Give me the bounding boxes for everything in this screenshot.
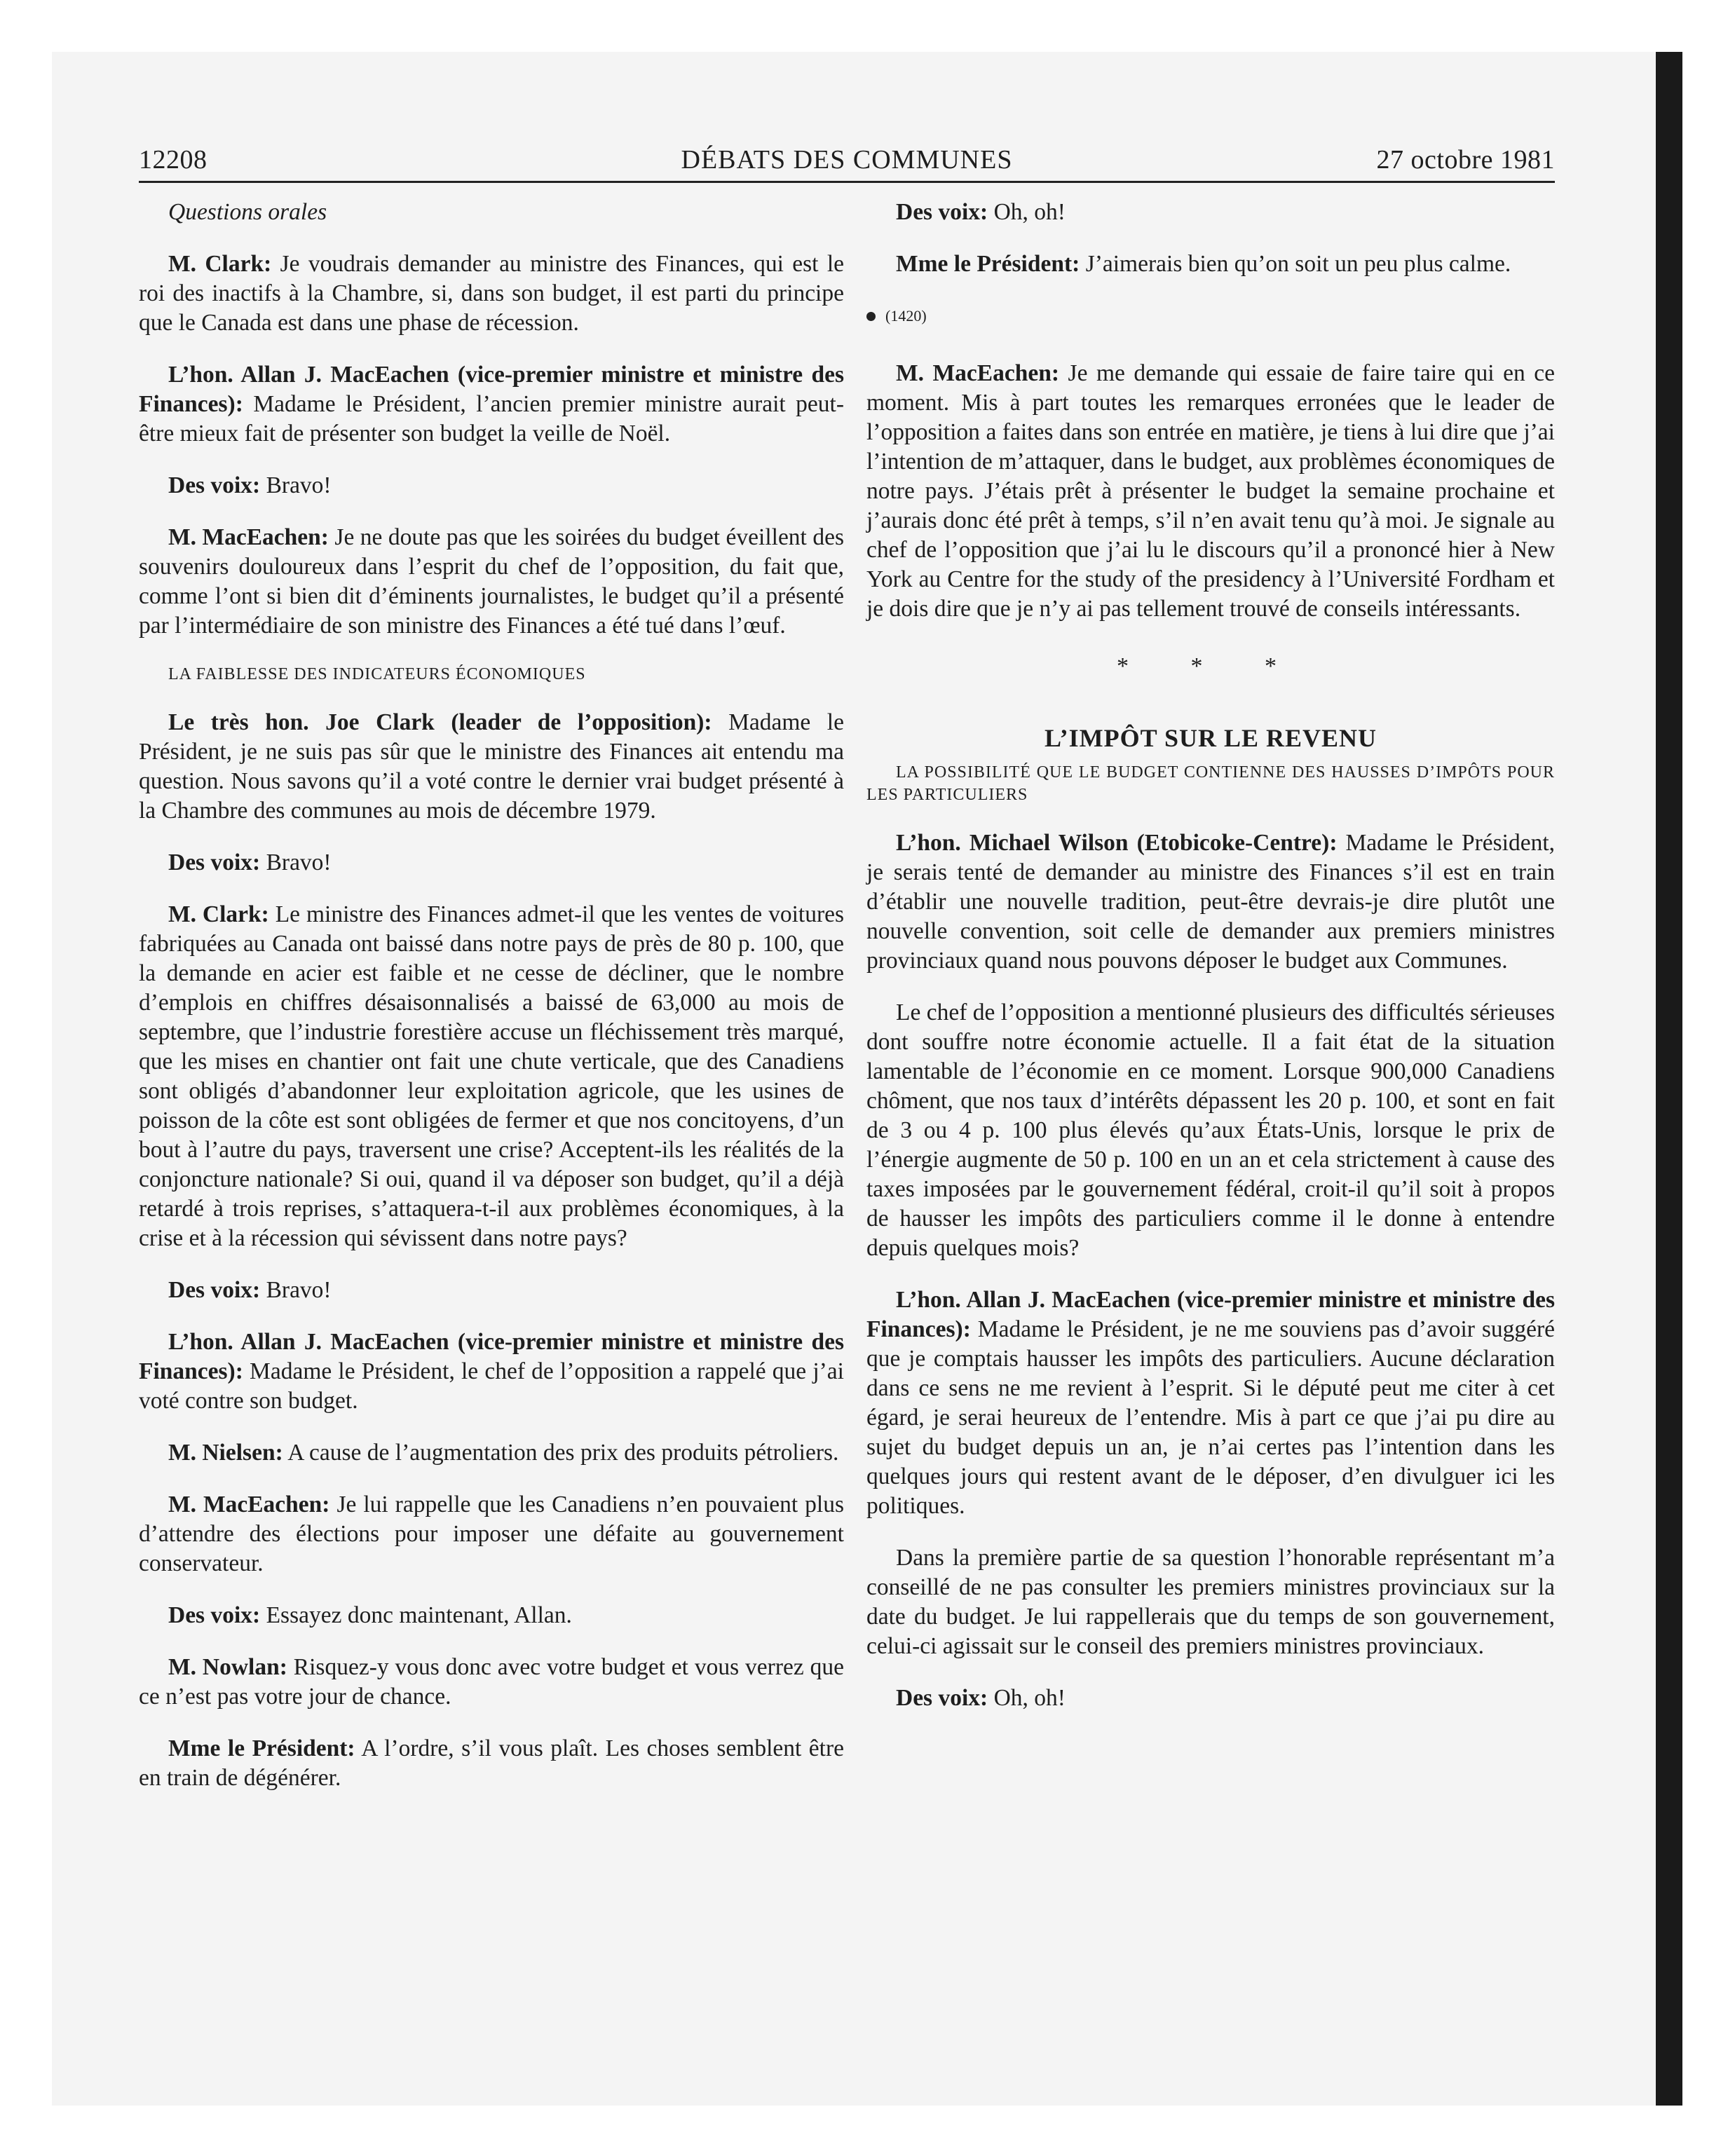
speech-paragraph [139, 900, 844, 1253]
time-marker-label: (1420) [885, 307, 927, 325]
speech-text: Je lui rappelle que les Canadiens n’en pouvaient plus d’attendre des élections pour imposer une défaite au gouvernement conservateur. [139, 1492, 845, 1576]
publication-title: DÉBATS DES COMMUNES [681, 145, 1013, 175]
speech-text: Bravo! [266, 1277, 332, 1303]
speech-text: Bravo! [266, 850, 332, 875]
speech-paragraph [139, 250, 844, 338]
speaker: L’hon. Michael Wilson (Etobicoke-Centre): [896, 830, 1338, 856]
speech-text: Essayez donc maintenant, Allan. [266, 1602, 572, 1628]
speaker: Des voix: [168, 1277, 261, 1303]
speech-paragraph [139, 1601, 844, 1630]
section-title: Questions orales [168, 199, 327, 225]
speech-text: Oh, oh! [993, 1685, 1066, 1711]
speech-paragraph [866, 198, 1555, 227]
speech-paragraph [866, 998, 1555, 1263]
speaker: M. Nowlan: [168, 1654, 287, 1680]
speech-paragraph [866, 1285, 1555, 1521]
speaker: M. MacEachen: [896, 360, 1060, 386]
speech-paragraph [139, 523, 844, 641]
speaker: M. Clark: [168, 251, 272, 277]
speaker: Des voix: [168, 472, 261, 498]
speech-text: Madame le Président, l’ancien premier ministre aurait peut-être mieux fait de présenter son budget la veille de Noël. [139, 391, 845, 446]
section-heading: L’IMPÔT SUR LE REVENU [1044, 724, 1377, 752]
speech-text: J’aimerais bien qu’on soit un peu plus calme. [1085, 251, 1511, 277]
speaker: L’hon. Allan J. MacEachen (vice-premier ministre et ministre des Finances): [866, 1287, 1555, 1342]
left-column [139, 198, 844, 1815]
speaker: L’hon. Allan J. MacEachen (vice-premier ministre et ministre des Finances): [139, 1329, 844, 1384]
speech-text: Oh, oh! [993, 199, 1066, 225]
speaker: M. MacEachen: [168, 1492, 330, 1517]
section-subheading: LA POSSIBILITÉ QUE LE BUDGET CONTIENNE DES HAUSSES D’IMPÔTS POUR LES PARTICULIERS [866, 763, 1555, 804]
speech-paragraph [139, 1328, 844, 1416]
speech-text: Le chef de l’opposition a mentionné plusieurs des difficultés sérieuses dont souffre notre économie actuelle. Il a fait état de la situation lamentable de l’économie en ce moment. Lorsque 900,000 Canadiens chôment, que nos taux d’intérêts dépassent les 20 p. 100, et sont en fait de 3 ou 4 p. 100 plus élevés qu’aux États-Unis, lorsque le prix de l’énergie augmente de 50 p. 100 en un an et cela strictement à cause des taxes imposées par le gouvernement fédéral, croit-il qu’il soit à propos de hausser les impôts des particuliers comme il le donne à entendre depuis quelques mois? [866, 999, 1555, 1261]
speech-text: A l’ordre, s’il vous plaît. Les choses semblent être en train de dégénérer. [139, 1735, 845, 1791]
speech-text: Je me demande qui essaie de faire taire qui en ce moment. Mis à part toutes les remarques erronées que le leader de l’opposition a faites dans son entrée en matière, je tiens à lui dire que j’ai l’intention de m’attaquer, dans le budget, aux problèmes économiques de notre pays. J’étais prêt à présenter le budget la semaine prochaine et j’aurais donc été prêt à temps, s’il n’en avait tenu qu’à moi. Je signale au chef de l’opposition que j’ai lu le discours qu’il a prononcé hier à New York au Centre for the study of the presidency à l’Université Fordham et je dois dire que je n’y ai pas tellement trouvé de conseils intéressants. [866, 360, 1555, 622]
bullet-dot-icon [866, 312, 876, 321]
speech-paragraph [139, 708, 844, 826]
speaker: Mme le Président: [896, 251, 1080, 277]
speaker: Des voix: [896, 199, 988, 225]
speech-paragraph [139, 1734, 844, 1793]
page-header [139, 139, 1555, 183]
speech-text: Madame le Président, je ne me souviens pas d’avoir suggéré que je comptais hausser les impôts des particuliers. Aucune déclaration dans ce sens ne me revient à l’esprit. Si le député peut me citer à cet égard, je serai heureux de l’entendre. Mis à part ce que j’ai pu dire au sujet du budget depuis un an, je n’ai certes pas l’intention dans les quelques jours qui restent avant de le déposer, d’en divulguer ici les politiques. [866, 1316, 1555, 1519]
speech-paragraph [866, 1543, 1555, 1661]
speech-text: Dans la première partie de sa question l’honorable représentant m’a conseillé de ne pas consulter les premiers ministres provinciaux sur la date du budget. Je lui rappellerais que du temps de son gouvernement, celui-ci agissait sur le conseil des premiers ministres provinciaux. [866, 1545, 1555, 1659]
speech-text: Madame le Président, le chef de l’opposition a rappelé que j’ai voté contre son budget. [139, 1358, 844, 1414]
speaker: Des voix: [896, 1685, 988, 1711]
speech-paragraph [866, 1684, 1555, 1713]
speech-paragraph [139, 360, 844, 449]
speech-text: A cause de l’augmentation des prix des produits pétroliers. [287, 1440, 839, 1466]
speaker: Le très hon. Joe Clark (leader de l’opposition): [168, 709, 712, 735]
speaker: Des voix: [168, 1602, 261, 1628]
speech-text: Bravo! [266, 472, 332, 498]
speech-text: Le ministre des Finances admet-il que les ventes de voitures fabriquées au Canada ont baissé dans notre pays de près de 80 p. 100, que la demande en acier est faible et ne cesse de décliner, que le nombre d’emplois en chiffres désaisonnalisés a baissé de 63,000 au mois de septembre, que l’industrie forestière accuse un fléchissement très marqué, que les mises en chantier ont fait une chute verticale, que des Canadiens sont obligés d’abandonner leur exploitation agricole, que les usines de poisson de la côte est sont obligées de fermer et que nos concitoyens, d’un bout à l’autre du pays, traversent une crise? Acceptent-ils les réalités de la conjoncture nationale? Si oui, quand il va déposer son budget, qu’il a déjà retardé à trois reprises, s’attaquera-t-il aux problèmes économiques, à la crise et à la récession qui sévissent dans notre pays? [139, 901, 845, 1251]
speech-text: Madame le Président, je ne suis pas sûr que le ministre des Finances ait entendu ma question. Nous savons qu’il a voté contre le dernier vrai budget présenté à la Chambre des communes au mois de décembre 1979. [139, 709, 844, 824]
page-date: 27 octobre 1981 [1376, 145, 1555, 175]
speech-paragraph [139, 1490, 844, 1578]
speech-paragraph [139, 1276, 844, 1305]
speech-text: Je ne doute pas que les soirées du budget éveillent des souvenirs douloureux dans l’esprit du chef de l’opposition, du fait que, comme l’ont si bien dit d’éminents journalistes, le budget qu’il a présenté par l’intermédiaire de son ministre des Finances a été tué dans l’œuf. [139, 524, 844, 639]
scan-edge-bar [1656, 52, 1682, 2106]
speaker: M. MacEachen: [168, 524, 329, 550]
speech-text: Madame le Président, je serais tenté de demander au ministre des Finances s’il est en train d’établir une nouvelle tradition, peut-être devrais-je dire plutôt une nouvelle convention, soit celle de demander aux premiers ministres provinciaux quand nous pouvons déposer le budget aux Communes. [866, 830, 1555, 974]
page-number: 12208 [139, 145, 207, 175]
speaker: M. Nielsen: [168, 1440, 283, 1466]
speech-text: Je voudrais demander au ministre des Finances, qui est le roi des inactifs à la Chambre, si, dans son budget, il est parti du principe que le Canada est dans une phase de récession. [139, 251, 844, 336]
speaker: L’hon. Allan J. MacEachen (vice-premier ministre et ministre des Finances): [139, 362, 844, 417]
speech-text: Risquez-y vous donc avec votre budget et vous verrez que ce n’est pas votre jour de chance. [139, 1654, 844, 1710]
speaker: Des voix: [168, 850, 261, 875]
section-separator: * * * [1117, 653, 1305, 679]
speech-paragraph [139, 1653, 844, 1712]
speech-paragraph [139, 1438, 844, 1468]
speaker: M. Clark: [168, 901, 269, 927]
speech-paragraph [866, 359, 1555, 624]
speech-paragraph [139, 848, 844, 878]
time-marker [866, 301, 1555, 331]
speech-paragraph [139, 471, 844, 500]
speech-paragraph [866, 250, 1555, 279]
section-subheading: LA FAIBLESSE DES INDICATEURS ÉCONOMIQUES [168, 665, 586, 683]
speaker: Mme le Président: [168, 1735, 355, 1761]
right-column [866, 198, 1555, 1735]
speech-paragraph [866, 828, 1555, 976]
